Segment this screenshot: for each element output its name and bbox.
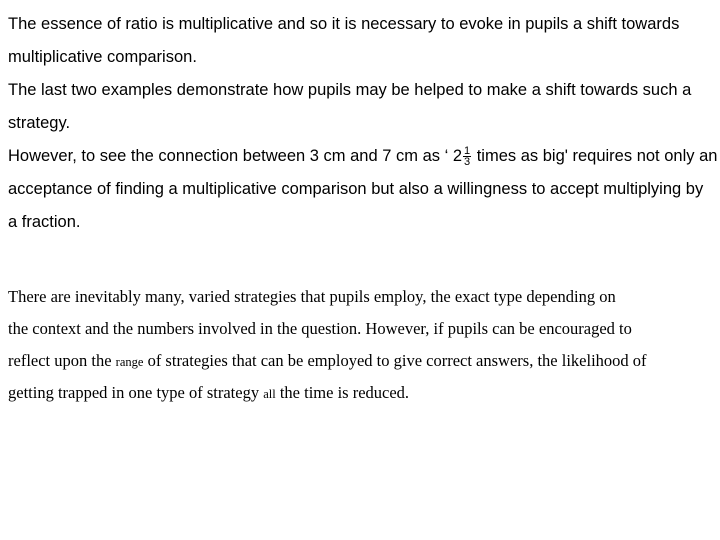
text-line: the context and the numbers involved in the question. However, if pupils can be encouraged to <box>8 319 632 338</box>
text-line: a fraction. <box>8 213 81 231</box>
text-line <box>8 347 714 379</box>
text-line: multiplicative comparison. <box>8 48 197 66</box>
text-line: acceptance of finding a multiplicative comparison but also a willingness to accept multiplying by <box>8 180 704 198</box>
text-segment: of strategies that can be employed to give correct answers, the likelihood of <box>143 351 647 370</box>
fraction <box>463 146 471 167</box>
text-line <box>8 379 714 411</box>
text-segment: reflect upon the <box>8 351 116 370</box>
strategies-text-block <box>8 283 714 411</box>
text-segment: the time is reduced. <box>275 383 410 402</box>
text-segment-small: all <box>263 387 276 401</box>
text-segment-small: range <box>115 355 144 369</box>
text-line: strategy. <box>8 114 71 132</box>
text-segment: However, to see the connection between 3 cm and 7 cm as ‘ 2 <box>8 147 463 165</box>
fraction-numerator: 1 <box>464 145 471 158</box>
text-segment: getting trapped in one type of strategy <box>8 383 264 402</box>
text-line-with-fraction <box>8 142 718 175</box>
text-line: There are inevitably many, varied strategies that pupils employ, the exact type depending on <box>8 287 616 306</box>
text-line: The last two examples demonstrate how pupils may be helped to make a shift towards such a <box>8 81 692 99</box>
ratio-text-block <box>8 10 718 241</box>
fraction-denominator: 3 <box>464 156 471 169</box>
text-line: The essence of ratio is multiplicative and so it is necessary to evoke in pupils a shift towards <box>8 15 680 33</box>
text-segment: times as big' requires not only an <box>472 147 718 165</box>
